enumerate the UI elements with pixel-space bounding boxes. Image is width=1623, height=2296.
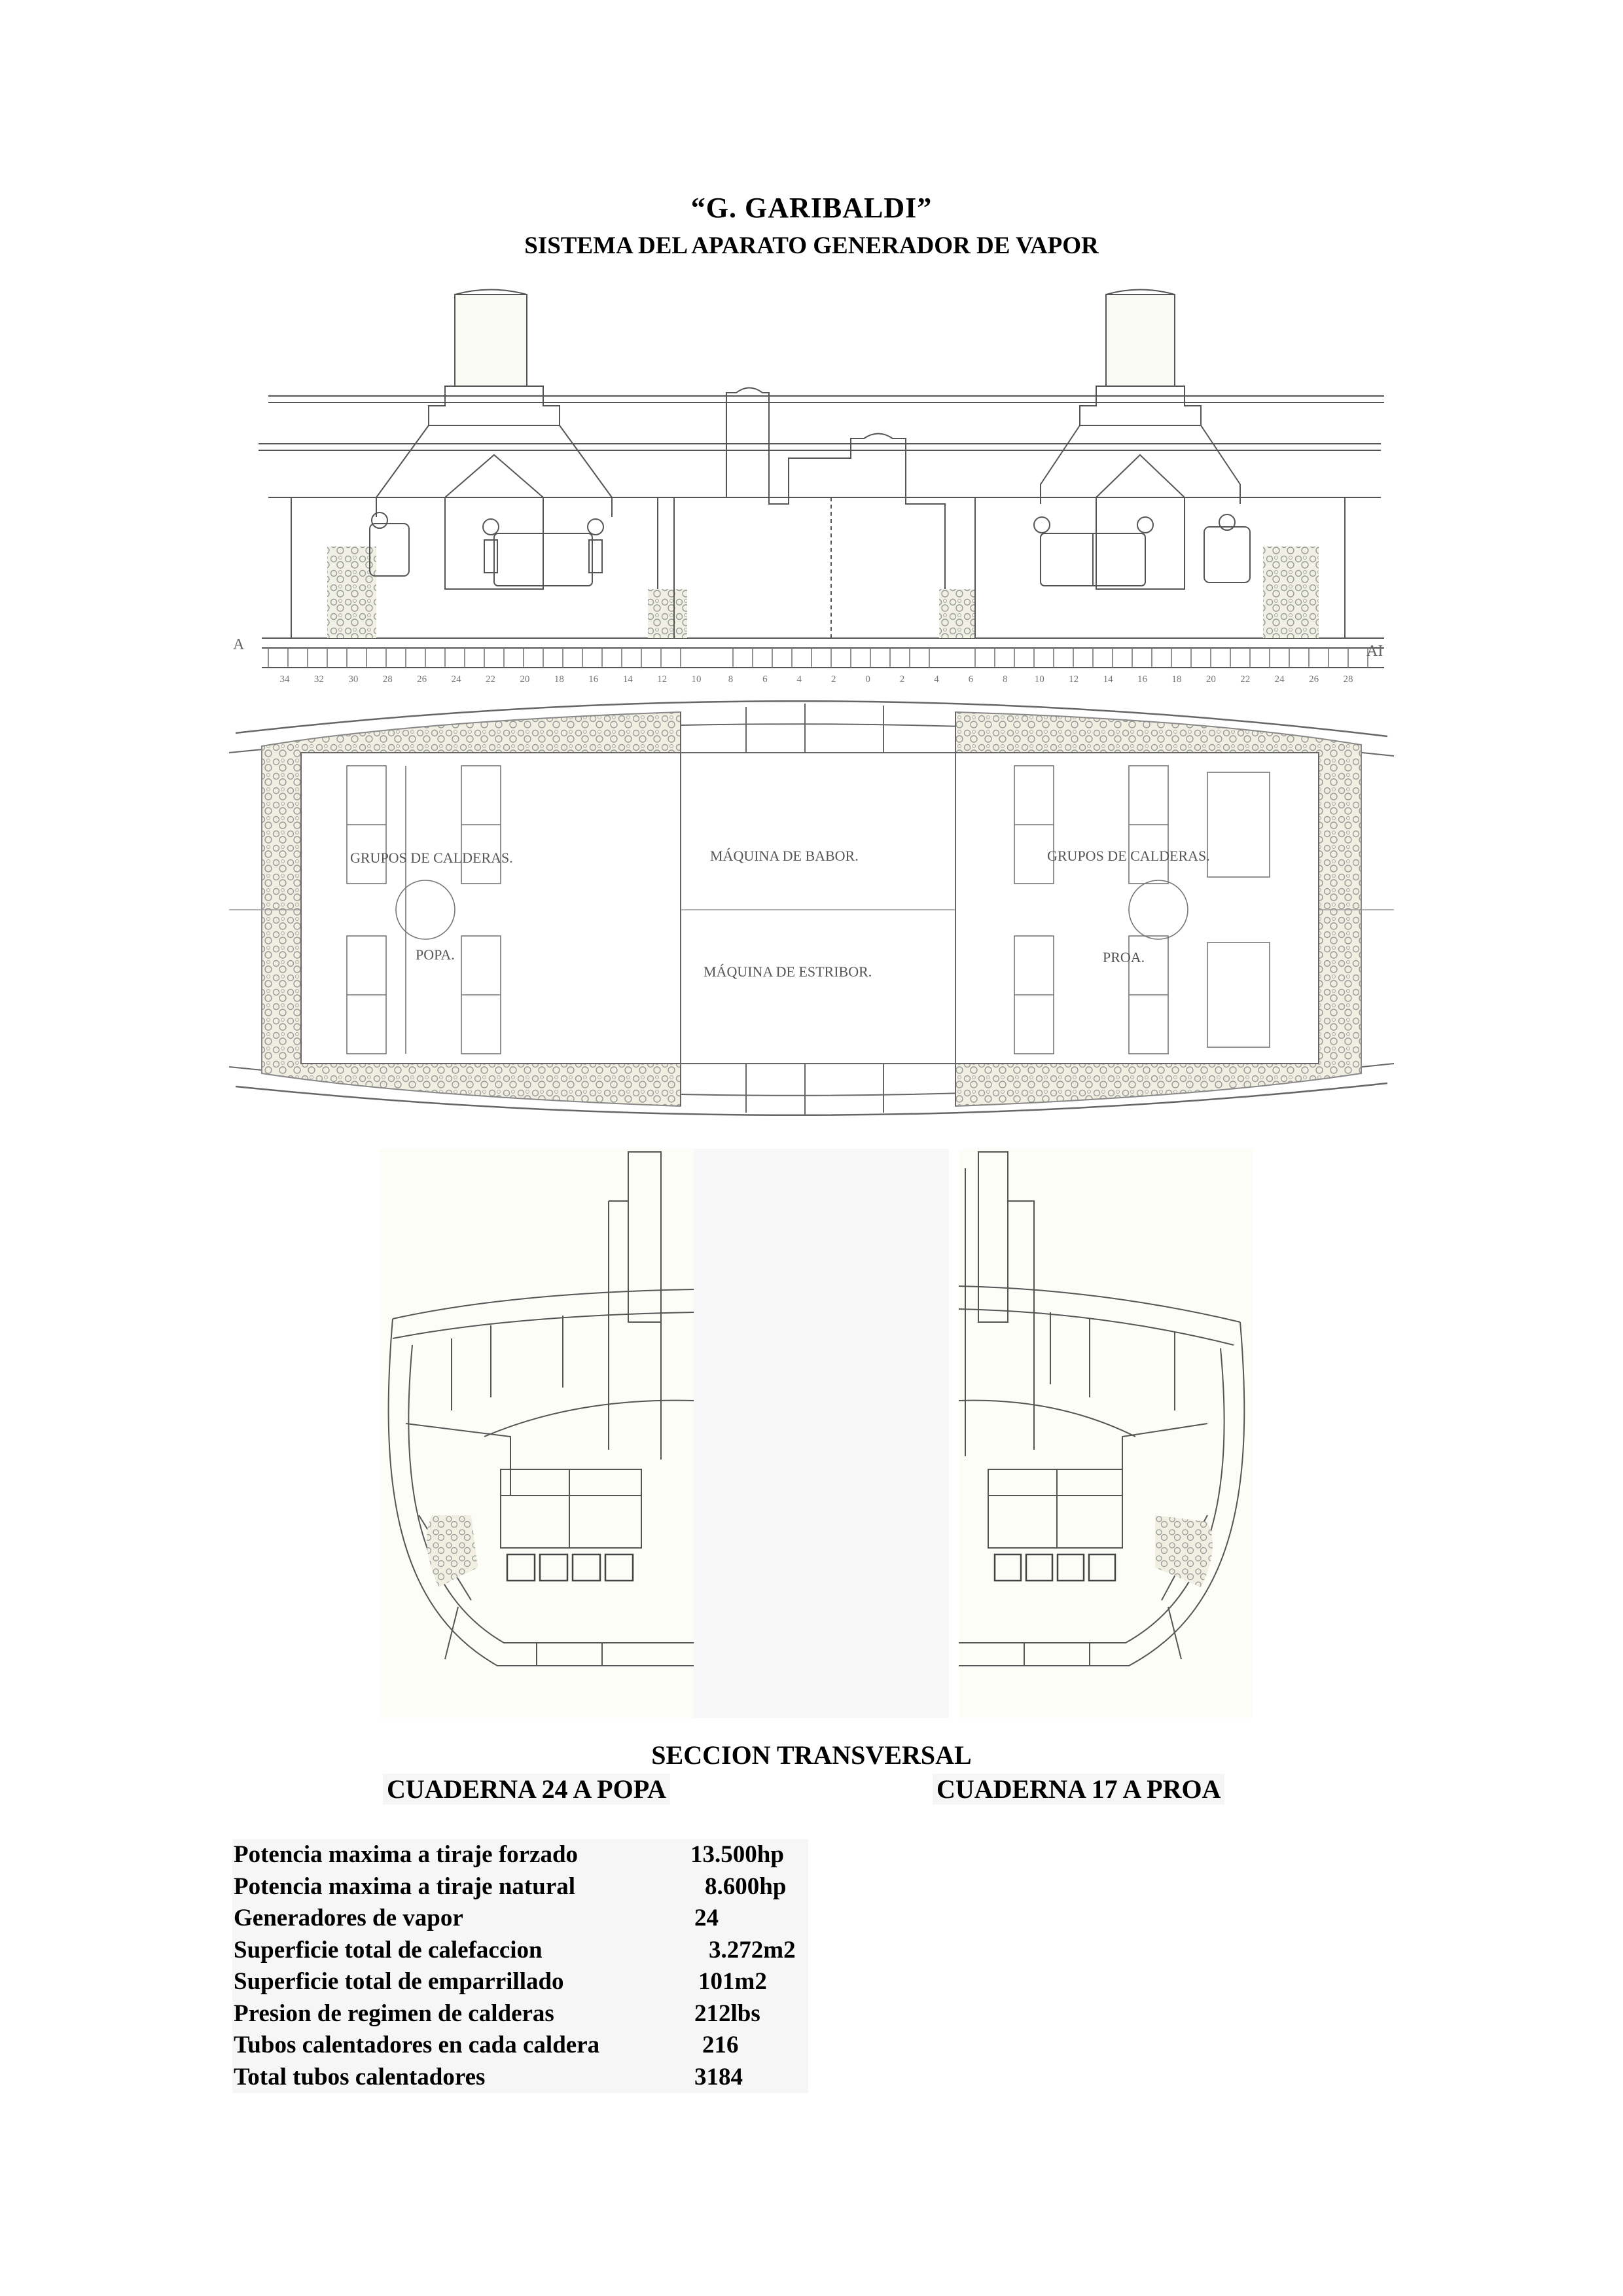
frame-number: 26 bbox=[417, 674, 427, 685]
frame-number: 18 bbox=[1171, 674, 1182, 685]
spec-value: 3.272m2 bbox=[709, 1936, 796, 1964]
spec-row bbox=[232, 2062, 808, 2094]
spec-label: Tubos calentadores en cada caldera bbox=[234, 2032, 600, 2058]
frame-number: 20 bbox=[520, 674, 530, 685]
section-title: SECCION TRANSVERSAL bbox=[651, 1740, 972, 1770]
label-maquina-estribor: MÁQUINA DE ESTRIBOR. bbox=[704, 963, 872, 980]
spec-row bbox=[232, 1935, 808, 1967]
label-maquina-babor: MÁQUINA DE BABOR. bbox=[710, 848, 859, 864]
longitudinal-elevation-drawing bbox=[229, 281, 1394, 687]
fore-funnel bbox=[1041, 290, 1240, 590]
frame-number: 8 bbox=[728, 674, 734, 685]
spec-row bbox=[232, 1839, 808, 1871]
spec-row bbox=[232, 2030, 808, 2062]
frame-number: 6 bbox=[762, 674, 768, 685]
frame-number: 2 bbox=[899, 674, 905, 685]
section-left-caption: CUADERNA 24 A POPA bbox=[383, 1774, 670, 1804]
frame-number: 8 bbox=[1003, 674, 1008, 685]
spec-label: Potencia maxima a tiraje forzado bbox=[234, 1841, 579, 1868]
label-popa: POPA. bbox=[416, 946, 455, 963]
section-frame-24-aft bbox=[380, 1149, 694, 1718]
spec-value: 24 bbox=[694, 1905, 719, 1931]
document-title: “G. GARIBALDI” bbox=[690, 192, 933, 224]
frame-number: 34 bbox=[279, 674, 290, 685]
frame-number: 24 bbox=[451, 674, 461, 685]
section-divider-panel bbox=[694, 1149, 949, 1718]
spec-value: 13.500hp bbox=[690, 1841, 784, 1868]
frame-numbers bbox=[280, 674, 1353, 685]
frame-number: 30 bbox=[348, 674, 359, 685]
frame-number: 14 bbox=[622, 674, 633, 685]
frame-number: 24 bbox=[1274, 674, 1285, 685]
elevation-end-right: AI bbox=[1366, 643, 1383, 660]
frame-number: 0 bbox=[865, 674, 870, 685]
frame-number: 4 bbox=[796, 674, 802, 685]
frame-number: 22 bbox=[486, 674, 496, 685]
spec-value: 3184 bbox=[694, 2063, 743, 2090]
spec-row bbox=[232, 1903, 808, 1935]
spec-label: Total tubos calentadores bbox=[234, 2063, 486, 2090]
specifications-table bbox=[232, 1839, 808, 2093]
frame-number: 18 bbox=[554, 674, 564, 685]
label-grupos-proa: GRUPOS DE CALDERAS. bbox=[1047, 848, 1210, 864]
spec-value: 216 bbox=[702, 2032, 739, 2058]
plan-view-drawing bbox=[229, 700, 1394, 1119]
frame-number: 26 bbox=[1309, 674, 1319, 685]
elevation-end-left: A bbox=[233, 636, 245, 653]
frame-number: 32 bbox=[313, 674, 324, 685]
section-frame-17-fore bbox=[959, 1149, 1253, 1718]
frame-number: 22 bbox=[1240, 674, 1251, 685]
spec-row bbox=[232, 1966, 808, 1998]
frame-number: 12 bbox=[1069, 674, 1079, 685]
frame-number: 20 bbox=[1205, 674, 1216, 685]
spec-value: 8.600hp bbox=[705, 1873, 787, 1900]
spec-label: Potencia maxima a tiraje natural bbox=[234, 1873, 575, 1900]
frame-number: 6 bbox=[968, 674, 974, 685]
label-proa: PROA. bbox=[1103, 949, 1145, 965]
frame-number: 10 bbox=[1034, 674, 1044, 685]
spec-label: Generadores de vapor bbox=[234, 1905, 463, 1931]
section-right-caption: CUADERNA 17 A PROA bbox=[933, 1774, 1224, 1804]
label-grupos-popa: GRUPOS DE CALDERAS. bbox=[350, 850, 513, 866]
frame-number: 10 bbox=[691, 674, 702, 685]
spec-row bbox=[232, 1998, 808, 2030]
frame-number: 16 bbox=[588, 674, 599, 685]
frame-number: 14 bbox=[1103, 674, 1113, 685]
spec-value: 212lbs bbox=[694, 2000, 760, 2027]
frame-number: 28 bbox=[382, 674, 393, 685]
spec-label: Superficie total de emparrillado bbox=[234, 1968, 564, 1995]
spec-value: 101m2 bbox=[698, 1968, 767, 1995]
frame-number: 12 bbox=[657, 674, 668, 685]
frame-number: 16 bbox=[1137, 674, 1147, 685]
frame-number: 28 bbox=[1343, 674, 1353, 685]
frame-number: 4 bbox=[934, 674, 939, 685]
frame-number: 2 bbox=[830, 674, 836, 685]
spec-label: Presion de regimen de calderas bbox=[234, 2000, 554, 2027]
spec-row bbox=[232, 1871, 808, 1903]
document-subtitle: SISTEMA DEL APARATO GENERADOR DE VAPOR bbox=[524, 232, 1099, 259]
spec-label: Superficie total de calefaccion bbox=[234, 1936, 543, 1964]
